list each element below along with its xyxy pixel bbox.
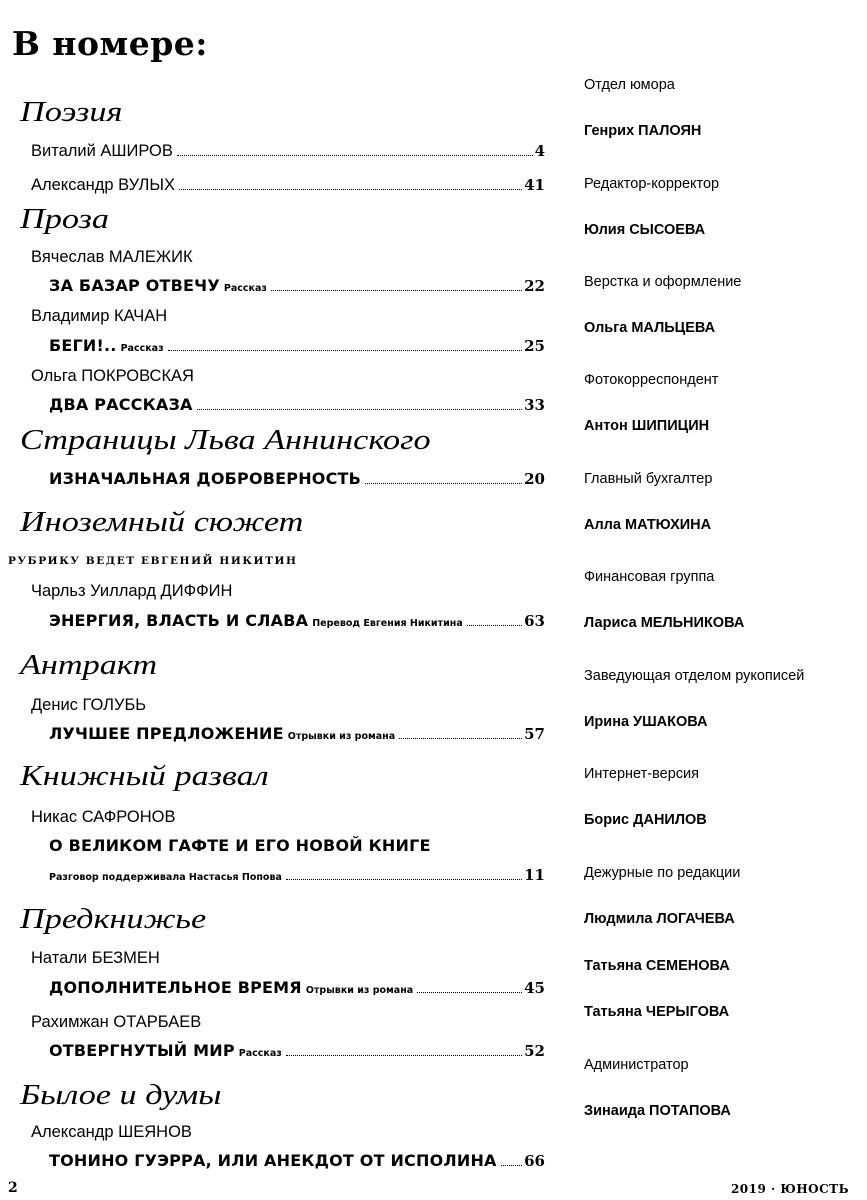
staff-name-layout: Ольга МАЛЬЦЕВА bbox=[584, 320, 716, 336]
toc-page-number: 52 bbox=[524, 1042, 545, 1060]
toc-entry-za-bazar[interactable] bbox=[49, 276, 545, 295]
staff-role-manuscripts: Заведующая отделом рукописей bbox=[584, 668, 805, 684]
staff-role-duty: Дежурные по редакции bbox=[584, 865, 741, 881]
staff-name-manuscripts: Ирина УШАКОВА bbox=[584, 714, 708, 730]
toc-note: Перевод Евгения Никитина bbox=[312, 618, 463, 629]
toc-author: Виталий АШИРОВ bbox=[31, 142, 173, 160]
section-heading-poetry: Поэзия bbox=[20, 96, 123, 128]
dot-leader bbox=[365, 483, 522, 484]
toc-entry-gaft-title[interactable] bbox=[49, 836, 431, 855]
toc-entry-dopolnitelnoe[interactable] bbox=[49, 978, 545, 997]
toc-page-number: 63 bbox=[524, 612, 545, 630]
staff-role-web: Интернет-версия bbox=[584, 766, 699, 782]
toc-title: ОТВЕРГНУТЫЙ МИР bbox=[49, 1041, 235, 1060]
toc-page-number: 57 bbox=[524, 725, 545, 743]
toc-title: ТОНИНО ГУЭРРА, ИЛИ АНЕКДОТ ОТ ИСПОЛИНА bbox=[49, 1151, 497, 1170]
staff-name-admin: Зинаида ПОТАПОВА bbox=[584, 1103, 731, 1119]
toc-author: Владимир КАЧАН bbox=[31, 307, 168, 325]
staff-role-photo: Фотокорреспондент bbox=[584, 372, 719, 388]
toc-page-number: 11 bbox=[524, 866, 545, 884]
staff-name-finance: Лариса МЕЛЬНИКОВА bbox=[584, 615, 745, 631]
staff-name-web: Борис ДАНИЛОВ bbox=[584, 812, 707, 828]
staff-role-layout: Верстка и оформление bbox=[584, 274, 742, 290]
toc-page-number: 20 bbox=[524, 470, 545, 488]
dot-leader bbox=[177, 155, 533, 156]
page-number: 2 bbox=[8, 1180, 18, 1196]
dot-leader bbox=[467, 625, 522, 626]
toc-note: Разговор поддерживала Настасья Попова bbox=[49, 872, 282, 883]
page-title: В номере: bbox=[12, 24, 208, 63]
toc-page-number: 66 bbox=[524, 1152, 545, 1170]
toc-author: Денис ГОЛУБЬ bbox=[31, 696, 147, 714]
toc-title: О ВЕЛИКОМ ГАФТЕ И ЕГО НОВОЙ КНИГЕ bbox=[49, 836, 431, 855]
toc-author: Вячеслав МАЛЕЖИК bbox=[31, 248, 193, 266]
toc-entry-iznachalnaya[interactable] bbox=[49, 469, 545, 488]
toc-author: Александр ВУЛЫХ bbox=[31, 176, 175, 194]
toc-note: Рассказ bbox=[120, 343, 164, 354]
footer-brand: 2019 · ЮНОСТЬ bbox=[730, 1182, 849, 1196]
staff-role-admin: Администратор bbox=[584, 1057, 689, 1073]
dot-leader bbox=[286, 1055, 522, 1056]
toc-title: ЛУЧШЕЕ ПРЕДЛОЖЕНИЕ bbox=[49, 724, 284, 743]
section-heading-prose: Проза bbox=[20, 203, 109, 235]
dot-leader bbox=[168, 350, 523, 351]
dot-leader bbox=[179, 189, 522, 190]
section-heading-past: Былое и думы bbox=[20, 1079, 222, 1111]
toc-entry-luchshee[interactable] bbox=[49, 724, 545, 743]
toc-title: ЗА БАЗАР ОТВЕЧУ bbox=[49, 276, 220, 295]
toc-note: Рассказ bbox=[238, 1048, 282, 1059]
staff-name-proofreader: Юлия СЫСОЕВА bbox=[584, 222, 706, 238]
dot-leader bbox=[501, 1165, 522, 1166]
toc-entry-otvergnutyi[interactable] bbox=[49, 1041, 545, 1060]
toc-author: Рахимжан ОТАРБАЕВ bbox=[31, 1013, 202, 1031]
staff-name-duty-2: Татьяна СЕМЕНОВА bbox=[584, 958, 730, 974]
toc-title: ЭНЕРГИЯ, ВЛАСТЬ И СЛАВА bbox=[49, 611, 309, 630]
toc-author: Никас САФРОНОВ bbox=[31, 808, 176, 826]
toc-title: ДОПОЛНИТЕЛЬНОЕ ВРЕМЯ bbox=[49, 978, 302, 997]
toc-entry-tonino[interactable] bbox=[49, 1151, 545, 1170]
staff-role-accountant: Главный бухгалтер bbox=[584, 471, 713, 487]
staff-role-proofreader: Редактор-корректор bbox=[584, 176, 720, 192]
section-heading-foreign: Иноземный сюжет bbox=[20, 506, 304, 538]
toc-title: БЕГИ!.. bbox=[49, 336, 117, 355]
section-heading-anninsky: Страницы Льва Аннинского bbox=[20, 424, 431, 456]
staff-name-duty-3: Татьяна ЧЕРЫГОВА bbox=[584, 1004, 730, 1020]
dot-leader bbox=[417, 992, 522, 993]
dot-leader bbox=[286, 879, 522, 880]
staff-name-humor: Генрих ПАЛОЯН bbox=[584, 123, 702, 139]
toc-note: Отрывки из романа bbox=[305, 985, 414, 996]
dot-leader bbox=[399, 738, 522, 739]
section-heading-entracte: Антракт bbox=[20, 649, 158, 681]
toc-page-number: 33 bbox=[524, 396, 545, 414]
rubric-host: РУБРИКУ ВЕДЕТ ЕВГЕНИЙ НИКИТИН bbox=[8, 555, 298, 567]
toc-author: Александр ШЕЯНОВ bbox=[31, 1123, 192, 1141]
toc-page-number: 41 bbox=[524, 176, 545, 194]
toc-entry-gaft[interactable] bbox=[49, 866, 545, 884]
staff-role-humor: Отдел юмора bbox=[584, 77, 675, 93]
toc-page-number: 4 bbox=[534, 142, 545, 160]
toc-entry-ashirov[interactable] bbox=[31, 142, 545, 161]
toc-title: ИЗНАЧАЛЬНАЯ ДОБРОВЕРНОСТЬ bbox=[49, 469, 362, 488]
staff-name-photo: Антон ШИПИЦИН bbox=[584, 418, 710, 434]
toc-page-number: 45 bbox=[524, 979, 545, 997]
toc-note: Отрывки из романа bbox=[287, 731, 396, 742]
staff-role-finance: Финансовая группа bbox=[584, 569, 715, 585]
section-heading-prebook: Предкнижье bbox=[20, 903, 207, 935]
toc-entry-vulykh[interactable] bbox=[31, 176, 545, 195]
staff-name-accountant: Алла МАТЮХИНА bbox=[584, 517, 712, 533]
toc-entry-energiya[interactable] bbox=[49, 611, 545, 630]
toc-author: Чарльз Уиллард ДИФФИН bbox=[31, 582, 233, 600]
toc-page-number: 25 bbox=[524, 337, 545, 355]
dot-leader bbox=[271, 290, 522, 291]
toc-author: Натали БЕЗМЕН bbox=[31, 949, 160, 967]
toc-entry-dva-rasskaza[interactable] bbox=[49, 395, 545, 414]
toc-author: Ольга ПОКРОВСКАЯ bbox=[31, 367, 194, 385]
dot-leader bbox=[197, 409, 523, 410]
toc-note: Рассказ bbox=[223, 283, 267, 294]
staff-name-duty-1: Людмила ЛОГАЧЕВА bbox=[584, 911, 735, 927]
section-heading-books: Книжный развал bbox=[20, 760, 269, 792]
toc-entry-begi[interactable] bbox=[49, 336, 545, 355]
toc-title: ДВА РАССКАЗА bbox=[49, 395, 193, 414]
toc-page-number: 22 bbox=[524, 277, 545, 295]
